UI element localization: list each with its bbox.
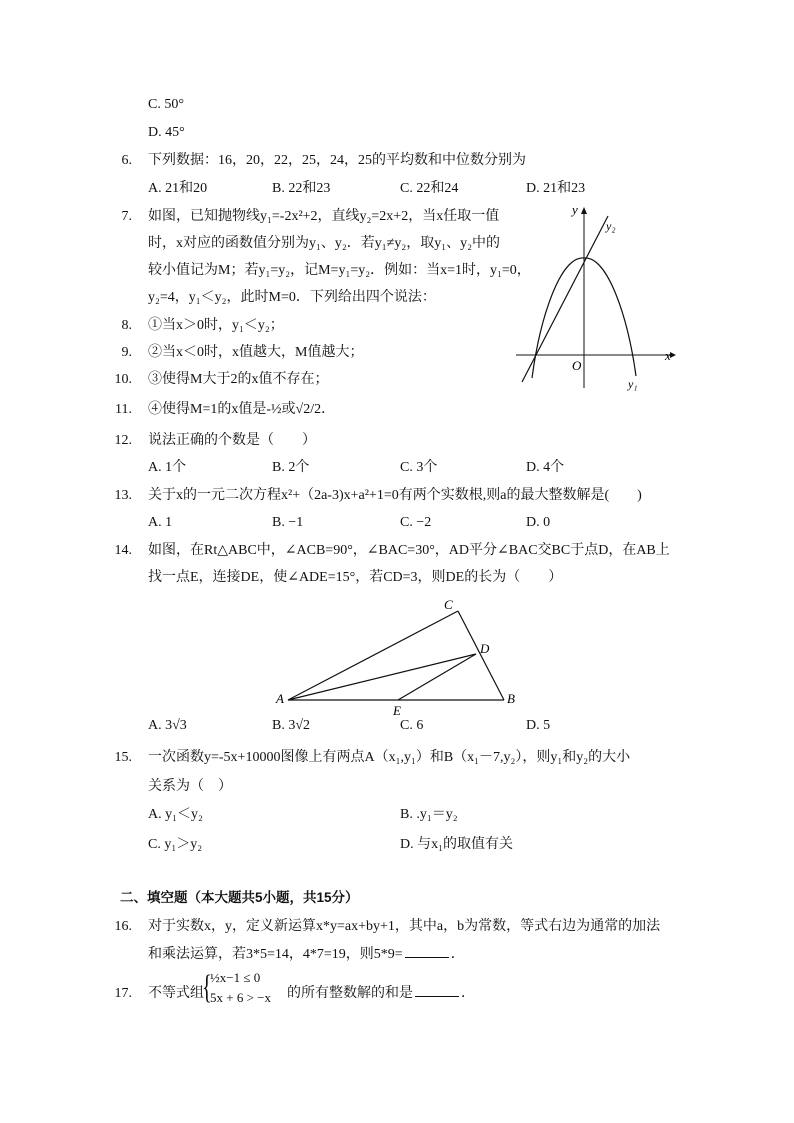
segment-de bbox=[398, 654, 476, 700]
q6-option-a: A. 21和20 bbox=[148, 181, 208, 196]
q13-option-c: C. −2 bbox=[400, 515, 432, 530]
q15-line-2: 关系为（ ） bbox=[148, 779, 232, 794]
q8-number: 8. bbox=[121, 318, 132, 333]
point-d-label: D bbox=[480, 641, 490, 656]
parabola-line-graph bbox=[510, 198, 680, 393]
q7-number: 7. bbox=[121, 209, 132, 224]
y2-label: y₂ bbox=[606, 219, 616, 233]
y-axis-arrow bbox=[581, 207, 587, 214]
q15-option-d: D. 与x₁的取值有关 bbox=[400, 837, 513, 852]
q13-option-a: A. 1 bbox=[148, 515, 173, 530]
segment-ad bbox=[288, 654, 476, 700]
x-axis-label: x bbox=[665, 348, 671, 363]
q14-line-1: 如图，在Rt△ABC中，∠ACB=90°，∠BAC=30°，AD平分∠BAC交BC于点D，在AB上 bbox=[148, 543, 670, 558]
q7-line-2: 时，x对应的函数值分别为y₁、y₂．若y₁≠y₂，取y₁、y₂中的 bbox=[148, 236, 500, 251]
q16-answer-blank[interactable] bbox=[405, 945, 449, 958]
q10-text: ③使得M大于2的x值不存在； bbox=[148, 372, 329, 387]
q12-option-d: D. 4个 bbox=[526, 460, 565, 475]
y1-label: y₁ bbox=[628, 377, 638, 391]
q14-option-c: C. 6 bbox=[400, 718, 424, 733]
q13-option-d: D. 0 bbox=[526, 515, 551, 530]
q12-number: 12. bbox=[114, 433, 132, 448]
q17-number: 17. bbox=[114, 986, 132, 1001]
q12-option-b: B. 2个 bbox=[272, 460, 310, 475]
q14-option-a: A. 3√3 bbox=[148, 718, 187, 733]
q16-number: 16. bbox=[114, 919, 132, 934]
q17-end: ． bbox=[461, 986, 475, 1001]
q5-option-c: C. 50° bbox=[148, 97, 184, 112]
q15-line-1: 一次函数y=-5x+10000图像上有两点A（x₁,y₁）和B（x₁－7,y₂），则y₁和y₂的大小 bbox=[148, 750, 631, 765]
q16-line-2 bbox=[148, 945, 465, 965]
q13-option-b: B. −1 bbox=[272, 515, 304, 530]
q17-answer-blank[interactable] bbox=[415, 984, 459, 997]
line-y2 bbox=[522, 216, 608, 382]
q7-line-1: 如图，已知抛物线y₁=-2x²+2，直线y₂=2x+2，当x任取一值 bbox=[148, 209, 500, 224]
q17-line bbox=[287, 984, 475, 1004]
q16-line-2-text: 和乘法运算，若3*5=14，4*7=19，则5*9= bbox=[148, 947, 403, 962]
q17-inequality-2: 5x + 6 > −x bbox=[210, 990, 271, 1005]
q9-number: 9. bbox=[121, 345, 132, 360]
q12-option-a: A. 1个 bbox=[148, 460, 187, 475]
q12-text: 说法正确的个数是（ ） bbox=[148, 433, 316, 448]
q14-number: 14. bbox=[114, 543, 132, 558]
q13-number: 13. bbox=[114, 488, 132, 503]
side-ac bbox=[288, 611, 458, 700]
q17-prefix: 不等式组 bbox=[148, 986, 204, 1001]
q6-option-d: D. 21和23 bbox=[526, 181, 586, 196]
q15-number: 15. bbox=[114, 750, 132, 765]
q14-option-b: B. 3√2 bbox=[272, 718, 311, 733]
section-2-heading: 二、填空题（本大题共5小题，共15分） bbox=[120, 890, 359, 905]
x-axis-arrow bbox=[670, 352, 676, 358]
vertex-a-label: A bbox=[276, 691, 284, 706]
q6-number: 6. bbox=[121, 153, 132, 168]
q5-option-d: D. 45° bbox=[148, 125, 185, 140]
origin-label: O bbox=[572, 358, 582, 373]
q16-line-1: 对于实数x，y，定义新运算x*y=ax+by+1，其中a，b为常数，等式右边为通常的加法 bbox=[148, 919, 661, 934]
q12-option-c: C. 3个 bbox=[400, 460, 438, 475]
q17-post-text: 的所有整数解的和是 bbox=[287, 986, 413, 1001]
q11-text: ④使得M=1的x值是-½或√2/2． bbox=[148, 402, 336, 417]
q9-text: ②当x＜0时，x值越大，M值越大； bbox=[148, 345, 364, 360]
q15-option-c: C. y₁＞y₂ bbox=[148, 837, 203, 852]
vertex-b-label: B bbox=[507, 691, 515, 706]
q11-number: 11. bbox=[115, 402, 132, 417]
q17-brace: { bbox=[202, 969, 212, 1006]
q14-option-d: D. 5 bbox=[526, 718, 551, 733]
triangle-figure bbox=[270, 595, 530, 720]
point-e-label: E bbox=[393, 703, 401, 718]
q8-text: ①当x＞0时，y₁＜y₂； bbox=[148, 318, 284, 333]
vertex-c-label: C bbox=[444, 597, 453, 612]
q10-number: 10. bbox=[114, 372, 132, 387]
q7-line-3: 较小值记为M；若y₁=y₂，记M=y₁=y₂．例如：当x=1时，y₁=0， bbox=[148, 263, 531, 278]
q15-option-b: B. .y₁＝y₂ bbox=[400, 807, 458, 822]
q6-option-b: B. 22和23 bbox=[272, 181, 331, 196]
q6-text: 下列数据：16，20，22，25，24，25的平均数和中位数分别为 bbox=[148, 153, 526, 168]
q16-line-2-end: ． bbox=[450, 947, 465, 962]
q6-option-c: C. 22和24 bbox=[400, 181, 459, 196]
q13-text: 关于x的一元二次方程x²+（2a-3)x+a²+1=0有两个实数根,则a的最大整数解是( ) bbox=[148, 488, 642, 503]
y-axis-label: y bbox=[572, 202, 578, 217]
q15-option-a: A. y₁＜y₂ bbox=[148, 807, 203, 822]
q7-line-4: y₂=4，y₁＜y₂，此时M=0．下列给出四个说法： bbox=[148, 290, 436, 305]
q17-inequality-1: ½x−1 ≤ 0 bbox=[210, 970, 261, 985]
q14-line-2: 找一点E，连接DE，使∠ADE=15°，若CD=3，则DE的长为（ ） bbox=[148, 570, 563, 585]
